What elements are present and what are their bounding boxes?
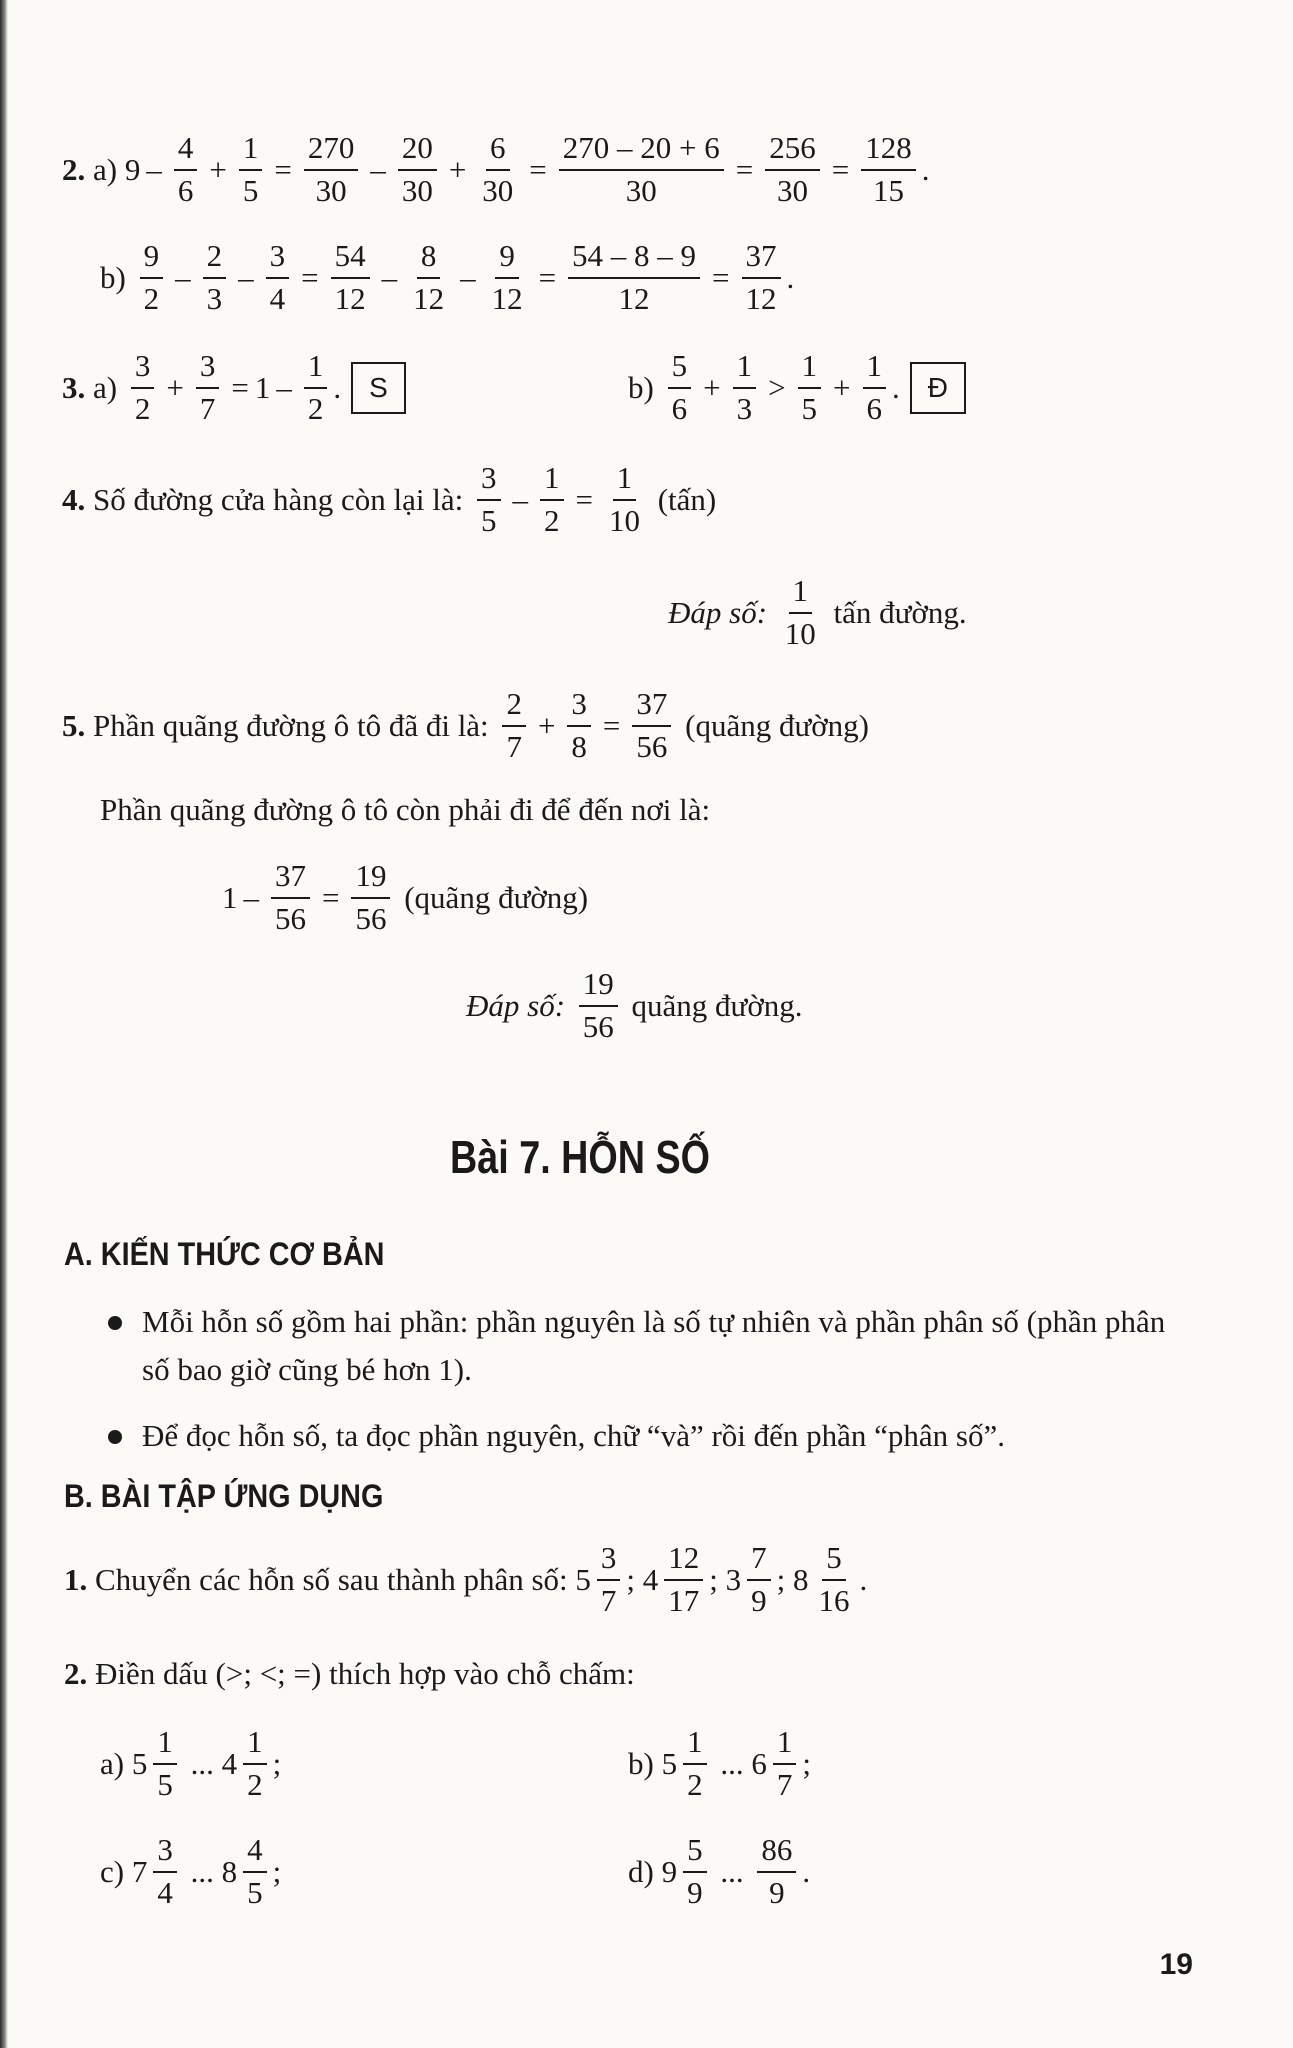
whole-part: 8	[793, 1561, 809, 1597]
fraction: $\frac{3}{4}$	[153, 1834, 177, 1909]
fraction: $\frac{1}{2}$	[683, 1726, 707, 1801]
num: 9	[124, 151, 141, 187]
fraction: $\frac{4}{6}$	[174, 132, 198, 207]
fraction: $\frac{128}{15}$	[861, 132, 916, 207]
fraction: $\frac{2}{3}$	[203, 240, 227, 315]
bullet-item	[110, 1298, 1190, 1394]
ex4-answer	[668, 575, 967, 650]
fraction: $\frac{256}{30}$	[765, 132, 820, 207]
ex2-a-label: a)	[93, 151, 118, 187]
ex5-calc-line: 1 – $\frac{37}{56}$ = $\frac{19}{56}$ (quãng đường)	[222, 858, 589, 936]
q1-text: Chuyển các hỗn số sau thành phân số:	[95, 1561, 568, 1597]
fraction: $\frac{1}{2}$	[304, 350, 328, 425]
ex3-number: 3.	[62, 369, 86, 405]
ex4-text: Số đường cửa hàng còn lại là:	[93, 481, 464, 517]
fraction: $\frac{1}{5}$	[798, 350, 822, 425]
fraction: $\frac{19}{56}$	[579, 968, 618, 1043]
whole-part: 4	[221, 1745, 238, 1781]
ex2-b-label: b)	[100, 259, 126, 295]
ex3-a-line: 3. a) $\frac{3}{2}$ + $\frac{3}{7}$ = 1 – $\frac{1}{2}$ . S	[62, 350, 406, 425]
ex5-line: 5. Phần quãng đường ô tô đã đi là: $\frac{2}{7}$ + $\frac{3}{8}$ = $\frac{37}{56}$ (quãng đường)	[62, 686, 870, 764]
q2-c-label: c)	[100, 1853, 125, 1889]
fraction: $\frac{1}{10}$	[608, 460, 640, 538]
fraction: $\frac{37}{12}$	[742, 240, 781, 315]
ex3-a-label: a)	[93, 369, 118, 405]
fraction: $\frac{4}{5}$	[243, 1834, 267, 1909]
fraction: $\frac{3}{7}$	[196, 350, 220, 425]
num: 1	[222, 879, 238, 915]
fraction: $\frac{1}{10}$	[784, 573, 816, 651]
ex4-number: 4.	[62, 481, 86, 517]
whole-part: 7	[131, 1853, 148, 1889]
ex5-text1: Phần quãng đường ô tô đã đi là:	[93, 707, 489, 743]
answer-box-true: Đ	[910, 362, 966, 414]
fraction: $\frac{20}{30}$	[398, 132, 437, 207]
whole-part: 4	[642, 1561, 659, 1597]
whole-part: 8	[221, 1853, 238, 1889]
ex2-b-line: b) $\frac{9}{2}$ – $\frac{2}{3}$ – $\frac{3}{4}$ = $\frac{54}{12}$ – $\frac{8}{12}$ – $\frac{9}{12}$ = $\frac{54 - 8 - 9}{12}$ = $\frac{37}{12}$ .	[100, 238, 795, 316]
fraction: $\frac{5}{16}$	[818, 1540, 850, 1618]
ex5-number: 5.	[62, 707, 86, 743]
fraction: $\frac{6}{30}$	[482, 130, 514, 208]
num: 1	[254, 369, 271, 405]
fraction: $\frac{9}{2}$	[140, 240, 164, 315]
fraction: $\frac{8}{12}$	[413, 238, 445, 316]
fraction: $\frac{54 - 8 - 9}{12}$	[568, 240, 700, 315]
fraction: $\frac{1}{5}$	[153, 1726, 177, 1801]
fraction: $\frac{3}{5}$	[477, 462, 501, 537]
whole-part: 5	[575, 1561, 591, 1597]
whole-part: 3	[725, 1561, 742, 1597]
fraction: $\frac{37}{56}$	[632, 688, 671, 763]
ex2-a-line: 2. a) 9 – $\frac{4}{6}$ + $\frac{1}{5}$ = $\frac{270}{30}$ – $\frac{20}{30}$ + $\frac{6}{30}$ = $\frac{270 - 20 + 6}{30}$ = $\frac{256}{30}$ = $\frac{128}{15}$ .	[62, 130, 930, 208]
lesson-title: Bài 7. HỖN SỐ	[450, 1131, 710, 1183]
fraction: $\frac{37}{56}$	[271, 860, 310, 935]
q1-line: 1. Chuyển các hỗn số sau thành phân số: 5 $\frac{3}{7}$ ; 4 $\frac{12}{17}$ ; 3 $\frac{7}{9}$ ; 8 $\frac{5}{16}$ .	[64, 1540, 868, 1618]
q2-text: Điền dấu (>; <; =) thích hợp vào chỗ chấm:	[95, 1656, 635, 1691]
ex5-text2: Phần quãng đường ô tô còn phải đi để đến nơi là:	[100, 792, 711, 827]
fraction: $\frac{1}{6}$	[863, 350, 887, 425]
answer-box-false: S	[351, 362, 406, 414]
answer-label: Đáp số:	[668, 594, 768, 630]
section-b-title: B. BÀI TẬP ỨNG DỤNG	[64, 1478, 384, 1514]
fraction: $\frac{1}{2}$	[540, 462, 564, 537]
ex4-line: 4. Số đường cửa hàng còn lại là: $\frac{3}{5}$ – $\frac{1}{2}$ = $\frac{1}{10}$ (tấn)	[62, 460, 717, 538]
q2-line	[64, 1656, 635, 1692]
q2-a-line: a) 5 $\frac{1}{5}$ ... 4 $\frac{1}{2}$ ;	[100, 1724, 282, 1802]
fraction: $\frac{270}{30}$	[304, 132, 359, 207]
whole-part: 9	[661, 1853, 678, 1889]
fraction: $\frac{5}{6}$	[668, 350, 692, 425]
fraction: $\frac{3}{8}$	[567, 688, 591, 763]
whole-part: 5	[661, 1745, 678, 1781]
ex3-b-label: b)	[628, 369, 654, 405]
q2-a-label: a)	[100, 1745, 125, 1781]
ex3-b-line: b) $\frac{5}{6}$ + $\frac{1}{3}$ > $\frac{1}{5}$ + $\frac{1}{6}$ . Đ	[628, 350, 966, 425]
fraction: $\frac{1}{5}$	[239, 132, 263, 207]
answer-label: Đáp số:	[466, 987, 566, 1023]
fraction: $\frac{3}{7}$	[597, 1542, 621, 1617]
ex5-text2-line	[100, 792, 710, 828]
fraction: $\frac{19}{56}$	[351, 860, 390, 935]
q2-d-line: d) 9 $\frac{5}{9}$ ... $\frac{86}{9}$ .	[628, 1832, 811, 1910]
ex5-unit: (quãng đường)	[685, 707, 870, 743]
ex4-unit: (tấn)	[657, 481, 717, 517]
whole-part: 5	[131, 1745, 148, 1781]
fraction: $\frac{12}{17}$	[664, 1542, 703, 1617]
fraction: $\frac{3}{2}$	[131, 350, 155, 425]
ex5-answer	[466, 968, 803, 1043]
fraction: $\frac{1}{3}$	[733, 350, 757, 425]
answer-unit: tấn đường.	[833, 594, 967, 630]
q2-c-line: c) 7 $\frac{3}{4}$ ... 8 $\frac{4}{5}$ ;	[100, 1832, 282, 1910]
fraction: $\frac{54}{12}$	[331, 240, 370, 315]
fraction: $\frac{5}{9}$	[683, 1834, 707, 1909]
fraction: $\frac{1}{2}$	[243, 1726, 267, 1801]
q2-number: 2.	[64, 1656, 88, 1691]
q2-b-line: b) 5 $\frac{1}{2}$ ... 6 $\frac{1}{7}$ ;	[628, 1724, 811, 1802]
q2-d-label: d)	[628, 1853, 654, 1889]
fraction: $\frac{270 - 20 + 6}{30}$	[559, 132, 724, 207]
bullet-text: Mỗi hỗn số gồm hai phần: phần nguyên là số tự nhiên và phần phân số (phần phân số bao giờ cũng bé hơn 1).	[142, 1304, 1166, 1387]
fraction: $\frac{3}{4}$	[266, 240, 290, 315]
book-spine-shadow	[0, 0, 8, 2048]
ex5-unit2: (quãng đường)	[404, 879, 589, 915]
bullet-text: Để đọc hỗn số, ta đọc phần nguyên, chữ “và” rồi đến phần “phân số”.	[142, 1418, 1006, 1453]
section-a-title: A. KIẾN THỨC CƠ BẢN	[64, 1236, 385, 1272]
whole-part: 6	[751, 1745, 767, 1781]
ex2-number: 2.	[62, 151, 86, 187]
fraction: $\frac{2}{7}$	[502, 688, 526, 763]
fraction: $\frac{7}{9}$	[747, 1542, 771, 1617]
bullet-item	[110, 1412, 1190, 1460]
q2-b-label: b)	[628, 1745, 654, 1781]
q1-number: 1.	[64, 1561, 88, 1597]
fraction: $\frac{1}{7}$	[773, 1726, 797, 1801]
fraction: $\frac{9}{12}$	[491, 238, 523, 316]
answer-unit: quãng đường.	[631, 987, 803, 1023]
fraction: $\frac{86}{9}$	[757, 1834, 796, 1909]
page-number: 19	[1159, 1948, 1193, 1981]
